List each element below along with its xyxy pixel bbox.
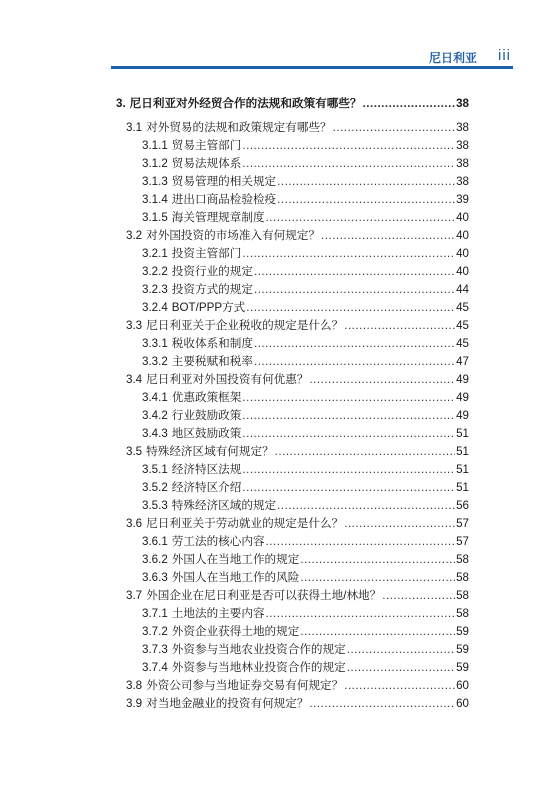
toc-entry-label bbox=[142, 480, 241, 496]
toc-entry-title: 劳工法的核心内容 bbox=[171, 535, 265, 548]
toc-entry-title: 经济特区法规 bbox=[171, 463, 242, 476]
toc-entry-number: 3.8 bbox=[126, 679, 143, 692]
dot-leader bbox=[333, 120, 455, 136]
toc-entry-title: 特殊经济区域有何规定？ bbox=[146, 445, 274, 458]
toc-entry-label bbox=[142, 174, 276, 190]
toc-entry-label bbox=[142, 138, 241, 154]
toc-entry[interactable] bbox=[116, 552, 469, 568]
toc-entry-number: 3. bbox=[116, 97, 126, 110]
toc-entry-page: 51 bbox=[456, 445, 469, 458]
toc-entry[interactable] bbox=[116, 678, 469, 694]
toc-entry-page: 59 bbox=[456, 625, 469, 638]
toc-entry[interactable] bbox=[116, 498, 469, 514]
toc-entry[interactable] bbox=[116, 624, 469, 640]
dot-leader bbox=[254, 354, 455, 370]
toc-entry-number: 3.4 bbox=[126, 373, 143, 386]
toc-entry-number: 3.4.3 bbox=[142, 427, 168, 440]
header-rule bbox=[111, 66, 513, 69]
toc-entry[interactable] bbox=[116, 426, 469, 442]
toc-entry-number: 3.9 bbox=[126, 697, 143, 710]
dot-leader bbox=[277, 174, 455, 190]
toc-entry-page: 49 bbox=[456, 409, 469, 422]
toc-entry-number: 3.1.5 bbox=[142, 211, 168, 224]
toc-entry-number: 3.6.3 bbox=[142, 571, 168, 584]
dot-leader bbox=[242, 390, 455, 406]
toc-entry-number: 3.7.2 bbox=[142, 625, 168, 638]
toc-entry-page: 49 bbox=[456, 373, 469, 386]
toc-entry-page: 58 bbox=[456, 553, 469, 566]
dot-leader bbox=[300, 552, 455, 568]
toc-entry[interactable] bbox=[116, 588, 469, 604]
toc-entry-title: 特殊经济区域的规定 bbox=[171, 499, 277, 512]
toc-entry-title: 优惠政策框架 bbox=[171, 391, 242, 404]
dot-leader bbox=[266, 606, 456, 622]
dot-leader bbox=[266, 534, 456, 550]
toc-entry[interactable] bbox=[116, 642, 469, 658]
dot-leader bbox=[242, 408, 455, 424]
toc-entry-page: 38 bbox=[456, 139, 469, 152]
toc-entry[interactable] bbox=[116, 246, 469, 262]
toc-entry-label bbox=[142, 390, 241, 406]
toc-entry-label bbox=[142, 660, 346, 676]
toc-entry-label bbox=[142, 336, 253, 352]
toc-entry-title: 外资公司参与当地证券交易有何规定？ bbox=[146, 679, 344, 692]
toc-entry[interactable] bbox=[116, 120, 469, 136]
toc-entry-label bbox=[142, 642, 346, 658]
toc-entry-number: 3.3 bbox=[126, 319, 143, 332]
toc-entry[interactable] bbox=[116, 606, 469, 622]
dot-leader bbox=[277, 192, 455, 208]
toc-entry-label bbox=[142, 192, 276, 208]
dot-leader bbox=[242, 156, 455, 172]
toc-entry-title: 尼日利亚关于劳动就业的规定是什么？ bbox=[146, 517, 344, 530]
toc-entry[interactable] bbox=[116, 138, 469, 154]
toc-entry-number: 3.7.3 bbox=[142, 643, 168, 656]
toc-entry-label bbox=[116, 96, 362, 112]
toc-entry-label bbox=[142, 498, 276, 514]
toc-entry-page: 51 bbox=[456, 427, 469, 440]
toc-entry-number: 3.6.2 bbox=[142, 553, 168, 566]
toc-entry[interactable] bbox=[116, 570, 469, 586]
toc-entry-number: 3.3.2 bbox=[142, 355, 168, 368]
toc-entry-title: 主要税赋和税率 bbox=[171, 355, 253, 368]
toc-entry[interactable] bbox=[116, 516, 469, 532]
toc-entry-number: 3.5.1 bbox=[142, 463, 168, 476]
toc-entry-title: 对外国投资的市场准入有何规定？ bbox=[146, 229, 321, 242]
toc-entry-title: 尼日利亚关于企业税收的规定是什么？ bbox=[146, 319, 344, 332]
toc-entry-page: 57 bbox=[456, 535, 469, 548]
dot-leader bbox=[344, 318, 455, 334]
toc-entry-page: 59 bbox=[456, 661, 469, 674]
toc-entry-number: 3.5 bbox=[126, 445, 143, 458]
toc-entry-title: 投资方式的规定 bbox=[171, 283, 253, 296]
toc-entry[interactable] bbox=[116, 390, 469, 406]
toc-entry-page: 38 bbox=[456, 157, 469, 170]
toc-entry[interactable] bbox=[116, 96, 469, 112]
dot-leader bbox=[321, 228, 455, 244]
toc-entry-title: 投资行业的规定 bbox=[171, 265, 253, 278]
toc-entry-label bbox=[142, 624, 299, 640]
toc-entry[interactable] bbox=[116, 264, 469, 280]
dot-leader bbox=[309, 696, 455, 712]
toc-entry-title: 地区鼓励政策 bbox=[171, 427, 242, 440]
toc-entry-title: 对外贸易的法规和政策规定有哪些？ bbox=[146, 121, 332, 134]
toc-entry-title: 土地法的主要内容 bbox=[171, 607, 265, 620]
dot-leader bbox=[347, 660, 455, 676]
toc-entry-label bbox=[142, 462, 241, 478]
dot-leader bbox=[363, 96, 456, 112]
toc-entry-title: 外国人在当地工作的规定 bbox=[171, 553, 300, 566]
toc-entry-title: 外资参与当地农业投资合作的规定 bbox=[171, 643, 346, 656]
toc-entry-page: 49 bbox=[456, 391, 469, 404]
toc-entry-page: 51 bbox=[456, 481, 469, 494]
toc-entry-label bbox=[126, 228, 320, 244]
toc-entry-label bbox=[142, 354, 253, 370]
dot-leader bbox=[254, 282, 455, 298]
dot-leader bbox=[344, 516, 455, 532]
toc-entry-label bbox=[142, 264, 253, 280]
toc-entry-label bbox=[126, 372, 308, 388]
dot-leader bbox=[242, 480, 455, 496]
toc-entry-number: 3.1.3 bbox=[142, 175, 168, 188]
toc-entry-title: 外资参与当地林业投资合作的规定 bbox=[171, 661, 346, 674]
toc-entry-number: 3.1.1 bbox=[142, 139, 168, 152]
toc-entry-label bbox=[142, 426, 241, 442]
toc-entry-label bbox=[142, 156, 241, 172]
toc-entry-page: 51 bbox=[456, 463, 469, 476]
toc-entry-title: 外国企业在尼日利亚是否可以获得土地/林地？ bbox=[146, 589, 382, 602]
toc-entry[interactable] bbox=[116, 228, 469, 244]
toc-entry-page: 40 bbox=[456, 247, 469, 260]
toc-entry-page: 56 bbox=[456, 499, 469, 512]
toc-entry-title: 税收体系和制度 bbox=[171, 337, 253, 350]
toc-entry-title: 海关管理规章制度 bbox=[171, 211, 265, 224]
toc-entry[interactable] bbox=[116, 174, 469, 190]
toc-entry-title: 行业鼓励政策 bbox=[171, 409, 242, 422]
toc-entry-title: 贸易主管部门 bbox=[171, 139, 242, 152]
toc-entry-title: BOT/PPP方式 bbox=[171, 301, 246, 314]
toc-entry-page: 40 bbox=[456, 229, 469, 242]
toc-entry[interactable] bbox=[116, 534, 469, 550]
dot-leader bbox=[242, 246, 455, 262]
toc-entry-label bbox=[126, 120, 332, 136]
toc-entry-page: 38 bbox=[456, 121, 469, 134]
toc-entry[interactable] bbox=[116, 462, 469, 478]
running-header-title: 尼日利亚 bbox=[428, 51, 477, 65]
dot-leader bbox=[246, 300, 455, 316]
toc-entry[interactable] bbox=[116, 210, 469, 226]
toc-entry-number: 3.1.2 bbox=[142, 157, 168, 170]
toc-entry[interactable] bbox=[116, 300, 469, 316]
toc-entry-title: 进出口商品检验检疫 bbox=[171, 193, 277, 206]
toc-entry-page: 57 bbox=[456, 517, 469, 530]
toc-entry-title: 外国人在当地工作的风险 bbox=[171, 571, 300, 584]
toc-entry[interactable] bbox=[116, 696, 469, 712]
toc-entry-number: 3.4.2 bbox=[142, 409, 168, 422]
toc-entry-number: 3.7.1 bbox=[142, 607, 168, 620]
toc-entry[interactable] bbox=[116, 282, 469, 298]
dot-leader bbox=[275, 444, 455, 460]
dot-leader bbox=[266, 210, 456, 226]
toc-entry-number: 3.6.1 bbox=[142, 535, 168, 548]
toc-entry-label bbox=[142, 300, 245, 316]
toc-entry-number: 3.5.3 bbox=[142, 499, 168, 512]
toc-entry-page: 58 bbox=[456, 571, 469, 584]
toc-entry-number: 3.2.2 bbox=[142, 265, 168, 278]
toc-entry-page: 58 bbox=[456, 589, 469, 602]
toc-entry-label bbox=[142, 246, 241, 262]
dot-leader bbox=[242, 426, 455, 442]
toc-entry-label bbox=[142, 570, 299, 586]
toc-entry-number: 3.6 bbox=[126, 517, 143, 530]
page-number: iii bbox=[498, 47, 511, 64]
toc-entry-title: 对当地金融业的投资有何规定？ bbox=[146, 697, 309, 710]
toc-entry-page: 59 bbox=[456, 643, 469, 656]
toc-entry-label bbox=[142, 606, 265, 622]
toc-entry-page: 58 bbox=[456, 607, 469, 620]
toc-entry-page: 40 bbox=[456, 265, 469, 278]
toc-entry-title: 尼日利亚对外经贸合作的法规和政策有哪些？ bbox=[129, 97, 362, 110]
toc-entry-page: 47 bbox=[456, 355, 469, 368]
toc-entry-page: 45 bbox=[456, 301, 469, 314]
toc-entry-page: 39 bbox=[456, 193, 469, 206]
dot-leader bbox=[309, 372, 455, 388]
dot-leader bbox=[242, 138, 455, 154]
dot-leader bbox=[242, 462, 455, 478]
toc-entry-number: 3.2 bbox=[126, 229, 143, 242]
toc-entry-page: 40 bbox=[456, 211, 469, 224]
toc-entry-number: 3.2.3 bbox=[142, 283, 168, 296]
toc-entry[interactable] bbox=[116, 372, 469, 388]
toc-entry-number: 3.3.1 bbox=[142, 337, 168, 350]
toc-entry-number: 3.2.4 bbox=[142, 301, 168, 314]
toc-entry-number: 3.1 bbox=[126, 121, 143, 134]
toc-entry-title: 尼日利亚对外国投资有何优惠？ bbox=[146, 373, 309, 386]
toc-entry-title: 外资企业获得土地的规定 bbox=[171, 625, 300, 638]
toc-entry-page: 45 bbox=[456, 337, 469, 350]
toc-entry[interactable] bbox=[116, 156, 469, 172]
toc-entry[interactable] bbox=[116, 408, 469, 424]
toc-entry-label bbox=[126, 696, 308, 712]
toc-entry-page: 60 bbox=[456, 679, 469, 692]
toc-entry-number: 3.1.4 bbox=[142, 193, 168, 206]
dot-leader bbox=[344, 678, 455, 694]
toc-entry-number: 3.5.2 bbox=[142, 481, 168, 494]
toc-entry-label bbox=[142, 534, 265, 550]
toc-entry-label bbox=[142, 210, 265, 226]
toc-entry-label bbox=[142, 408, 241, 424]
dot-leader bbox=[300, 570, 455, 586]
toc-entry[interactable] bbox=[116, 444, 469, 460]
dot-leader bbox=[254, 336, 455, 352]
toc-entry-page: 60 bbox=[456, 697, 469, 710]
toc-entry-page: 45 bbox=[456, 319, 469, 332]
toc-entry-title: 贸易法规体系 bbox=[171, 157, 242, 170]
toc-entry-label bbox=[126, 678, 343, 694]
toc-entry[interactable] bbox=[116, 354, 469, 370]
toc-entry-label bbox=[142, 282, 253, 298]
toc-entry[interactable] bbox=[116, 480, 469, 496]
toc-entry-title: 经济特区介绍 bbox=[171, 481, 242, 494]
toc-entry-page: 38 bbox=[456, 175, 469, 188]
toc-entry-number: 3.4.1 bbox=[142, 391, 168, 404]
dot-leader bbox=[300, 624, 455, 640]
toc-entry-label bbox=[142, 552, 299, 568]
toc-entry-number: 3.7 bbox=[126, 589, 143, 602]
toc-entry-title: 贸易管理的相关规定 bbox=[171, 175, 277, 188]
toc-entry-title: 投资主管部门 bbox=[171, 247, 242, 260]
toc-entry-label bbox=[126, 516, 343, 532]
toc-entry[interactable] bbox=[116, 318, 469, 334]
table-of-contents bbox=[116, 96, 469, 714]
dot-leader bbox=[277, 498, 455, 514]
dot-leader bbox=[347, 642, 455, 658]
toc-entry[interactable] bbox=[116, 660, 469, 676]
toc-entry-label bbox=[126, 444, 274, 460]
toc-entry-page: 44 bbox=[456, 283, 469, 296]
toc-entry-number: 3.2.1 bbox=[142, 247, 168, 260]
toc-entry-label bbox=[126, 318, 343, 334]
toc-entry-page: 38 bbox=[456, 97, 469, 110]
dot-leader bbox=[254, 264, 455, 280]
toc-entry-label bbox=[126, 588, 381, 604]
toc-entry-number: 3.7.4 bbox=[142, 661, 168, 674]
toc-entry[interactable] bbox=[116, 336, 469, 352]
dot-leader bbox=[382, 588, 455, 604]
toc-entry[interactable] bbox=[116, 192, 469, 208]
